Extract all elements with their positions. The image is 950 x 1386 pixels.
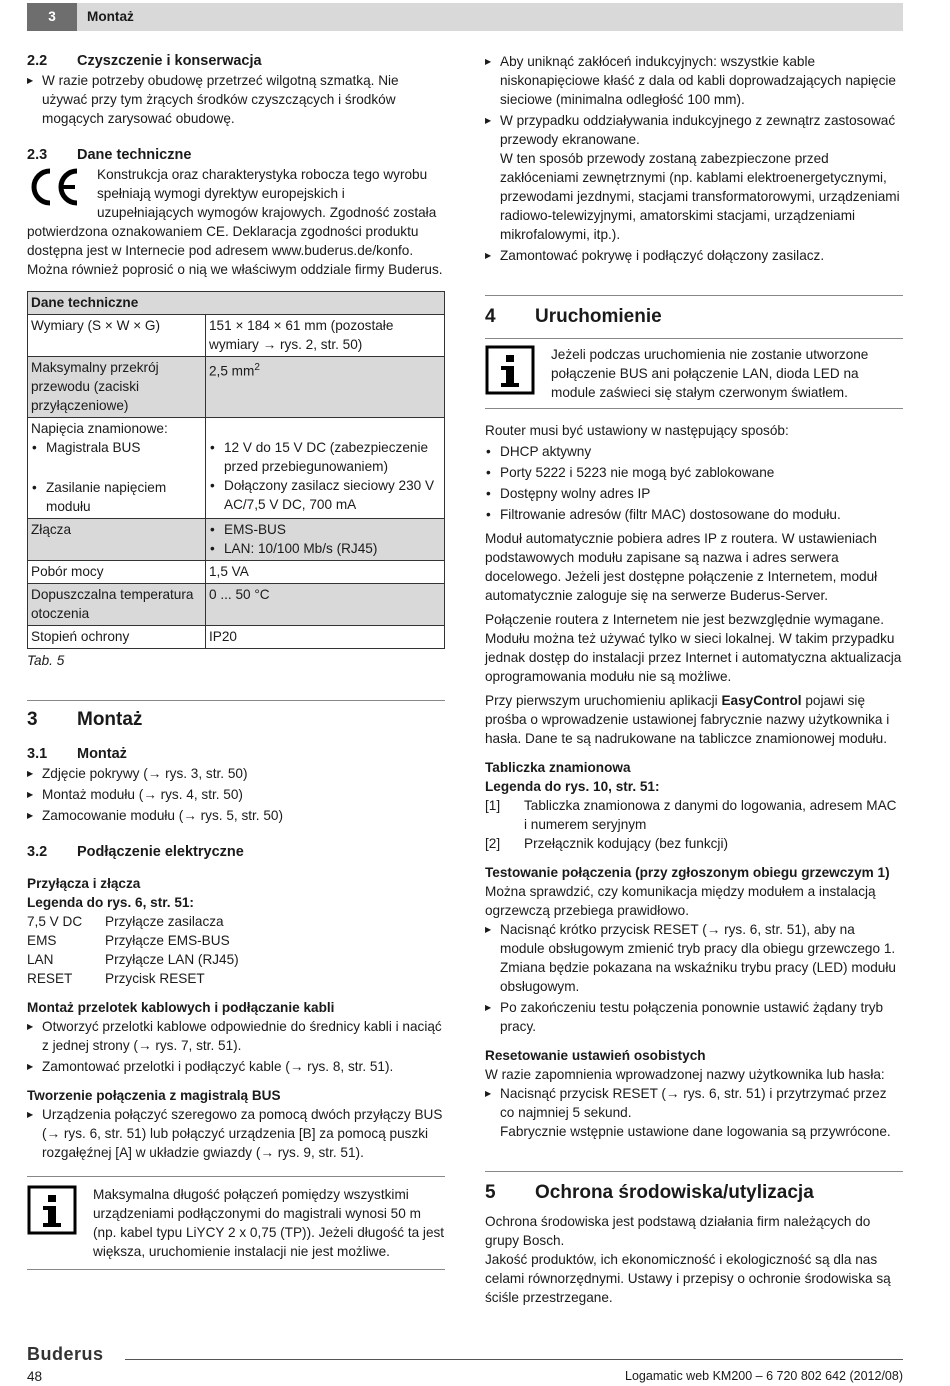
subheading: Montaż przelotek kablowych i podłączanie kabli [27,1000,335,1015]
table-cell: 0 ... 50 °C [206,584,445,626]
list-item: ▶ W przypadku oddziaływania indukcyjnego z zewnątrz zastosować przewody ekranowane. [485,111,903,149]
list-item: ▶ Nacisnąć krótko przycisk RESET (→ rys. 6, str. 51), aby na module obsługowym zmienić tryb pracy dla obiegu grzewczego 1. [485,920,903,958]
footer-divider [125,1359,903,1360]
list-item-continuation: Fabrycznie wstępnie ustawione dane logowania są przywrócone. [500,1124,891,1139]
list-item: ▶ Otworzyć przelotki kablowe odpowiednie do średnicy kabli i naciąć z jednej strony (→ rys. 7, str. 51). [27,1017,445,1055]
left-column [27,52,445,1270]
list-item: ▶ Aby uniknąć zakłóceń indukcyjnych: wszystkie kable niskonapięciowe kłaść z dala od kabli doprowadzających napięcie sieciowe (minimalna odległość 100 mm). [485,52,903,109]
table-cell: 2,5 $mm^2$ [206,357,445,418]
table-cell: Wymiary (S × W × G) [28,315,206,357]
section-3-2-heading: 3.2 Podłączenie elektryczne [27,844,244,860]
info-icon [485,345,551,402]
table-header: Dane techniczne [28,292,445,315]
list-item: • Filtrowanie adresów (filtr MAC) dostosowane do modułu. [485,505,903,524]
document-id: Logamatic web KM200 – 6 720 802 642 (2012/08) [625,1369,903,1383]
list-item: ▶ Zdjęcie pokrywy (→ rys. 3, str. 50) [27,764,445,783]
paragraph: Router musi być ustawiony w następujący sposób: [485,423,789,438]
chapter-number: 3 [27,3,77,31]
paragraph: W razie zapomnienia wprowadzonej nazwy użytkownika lub hasła: [485,1067,885,1082]
legend-row: 7,5 V DC Przyłącze zasilacza [27,914,224,929]
table-caption: Tab. 5 [27,653,65,668]
section-4-block [485,295,903,330]
subheading: Tworzenie połączenia z magistralą BUS [27,1088,281,1103]
paragraph: Połączenie routera z Internetem nie jest bezwzględnie wymagane. Modułu można też używać tylko w sieci lokalnej. W takim przypadku jednak dostęp do instalacji przez Internet i automatyczna aktualizacja oprogramowania modułu nie są możliwe. [485,612,902,684]
section-5-block [485,1171,903,1206]
table-cell: • 12 V do 15 V DC (zabezpieczenie przed przebiegunowaniem) • Dołączony zasilacz sieciowy 230 V AC/7,5 V DC, 700 mA [206,418,445,519]
table-cell: Dopuszczalna temperatura otoczenia [28,584,206,626]
section-2-3-heading: 2.3 Dane techniczne [27,147,192,163]
list-item: ▶ Zamontować przelotki i podłączyć kable (→ rys. 8, str. 51). [27,1057,445,1076]
subheading: Testowanie połączenia (przy zgłoszonym obiegu grzewczym 1) [485,865,890,880]
list-item-continuation: W ten sposób przewody zostaną zabezpieczone przed zakłóceniami zewnętrznymi (np. kablami elektroenergetycznymi, przewodami jezdnymi, stacjami transformatorowymi, urządzeniami radiowo-telewizyjnymi, amatorskimi stacjami, urządzeniami mikrofalowymi, itp.). [500,151,900,242]
table-cell: Złącza [28,519,206,561]
right-column [485,52,903,1307]
table-cell: Napięcia znamionowe: • Magistrala BUS • Zasilanie napięciem modułu [28,418,206,519]
list-item: • DHCP aktywny [485,442,903,461]
paragraph: Ochrona środowiska jest podstawą działania firm należących do grupy Bosch. [485,1214,871,1248]
table-cell: 1,5 VA [206,561,445,584]
table-cell: Pobór mocy [28,561,206,584]
paragraph: Przy pierwszym uruchomieniu aplikacji EasyControl pojawi się prośba o wprowadzenie ustawionej fabrycznie nazwy użytkownika i hasła. Dane te są nadrukowane na tabliczce znamionowej modułu. [485,693,890,746]
info-text: Jeżeli podczas uruchomienia nie zostanie utworzone połączenie BUS ani połączenie LAN, dioda LED na module zaświeci się stałym czerwonym światłem. [551,347,869,400]
table-cell: Stopień ochrony [28,626,206,649]
ce-text: Konstrukcja oraz charakterystyka robocza tego wyrobu spełniają wymogi dyrektyw europejskich i uzupełniających wymogów krajowych. Zgodność została potwierdzona oznakowaniem CE. Deklaracja zgodności produktu dostępna jest w Internecie pod adresem www.buderus.de/konfo. Można również poprosić o nią we właściwym oddziale firmy Buderus. [27,167,443,277]
subheading: Przyłącza i złącza [27,876,141,891]
legend-row: RESET Przycisk RESET [27,971,205,986]
section-4-heading: 4 Uruchomienie [485,306,662,327]
section-2-2-heading: 2.2 Czyszczenie i konserwacja [27,53,262,69]
section-3-block [27,700,445,733]
paragraph: Moduł automatycznie pobiera adres IP z routera. W ustawieniach podstawowych modułu zapisane są nazwa i adres serwera docelowego. Jeżeli jest dostępne połączenie z Internetem, moduł automatycznie zaloguje się na serwerze Buderus-Server. [485,531,878,603]
info-icon [27,1185,93,1261]
info-note [27,1176,445,1270]
ce-paragraph [27,165,445,279]
list-item: ▶ Zamocowanie modułu (→ rys. 5, str. 50) [27,806,445,825]
table-cell: • EMS-BUS • LAN: 10/100 Mb/s (RJ45) [206,519,445,561]
section-3-heading: 3 Montaż [27,709,143,730]
chapter-title: Montaż [87,9,134,24]
paragraph: Jakość produktów, ich ekonomiczność i ekologiczność są dla nas celami równorzędnymi. Ustawy i przepisy o ochronie środowiska są ściśle przestrzegane. [485,1252,891,1305]
list-item: ▶ Zamontować pokrywę i podłączyć dołączony zasilacz. [485,246,903,265]
legend-title: Legenda do rys. 10, str. 51: [485,779,660,794]
paragraph: Można sprawdzić, czy komunikacja między modułem a instalacją ogrzewczą przebiega prawidłowo. [485,884,876,918]
info-text: Maksymalna długość połączeń pomiędzy wszystkimi urządzeniami podłączonymi do magistrali wynosi 50 m (np. kabel typu LiYCY 2 x 0,75 (TP)). Jeżeli długość ta jest większa, uruchomienie instalacji nie jest możliwe. [93,1187,445,1259]
page-footer [27,1344,903,1384]
legend-row: [1] Tabliczka znamionowa z danymi do logowania, adresem MAC i numerem seryjnym [485,798,897,832]
buderus-logo: Buderus [27,1344,104,1364]
list-item: ▶ Montaż modułu (→ rys. 4, str. 50) [27,785,445,804]
table-cell: IP20 [206,626,445,649]
list-item: ▶ W razie potrzeby obudowę przetrzeć wilgotną szmatką. Nie używać przy tym żrących środków czyszczących i środków mogących zarysować obudowę. [27,71,445,128]
list-item: ▶ Urządzenia połączyć szeregowo za pomocą dwóch przyłączy BUS (→ rys. 6, str. 51) lub połączyć urządzenia [B] za pomocą puszki rozgałęźnej [A] w układzie gwiazdy (→ rys. 9, str. 51). [27,1105,445,1162]
list-item: • Dostępny wolny adres IP [485,484,903,503]
legend-row: LAN Przyłącze LAN (RJ45) [27,952,239,967]
ce-mark-icon [27,165,97,215]
section-5-heading: 5 Ochrona środowiska/utylizacja [485,1182,814,1203]
subheading: Tabliczka znamionowa [485,760,631,775]
legend-title: Legenda do rys. 6, str. 51: [27,895,194,910]
list-item: ▶ Po zakończeniu testu połączenia ponownie ustawić żądany tryb pracy. [485,998,903,1036]
info-note [485,338,903,409]
legend-row: EMS Przyłącze EMS-BUS [27,933,230,948]
tech-data-table [27,291,445,649]
section-3-1-heading: 3.1 Montaż [27,746,127,762]
list-item-continuation: Zmiana będzie pokazana na wskaźniku trybu pracy (LED) modułu obsługowym. [500,960,896,994]
page-number: 48 [27,1369,43,1384]
list-item: • Porty 5222 i 5223 nie mogą być zablokowane [485,463,903,482]
list-item: ▶ Nacisnąć przycisk RESET (→ rys. 6, str. 51) i przytrzymać przez co najmniej 5 sekund. [485,1084,903,1122]
legend-row: [2] Przełącznik kodujący (bez funkcji) [485,836,728,851]
table-cell: 151 × 184 × 61 mm (pozostałe wymiary → rys. 2, str. 50) [206,315,445,357]
table-cell: Maksymalny przekrój przewodu (zaciski przyłączeniowe) [28,357,206,418]
page-header [27,3,903,31]
subheading: Resetowanie ustawień osobistych [485,1048,706,1063]
